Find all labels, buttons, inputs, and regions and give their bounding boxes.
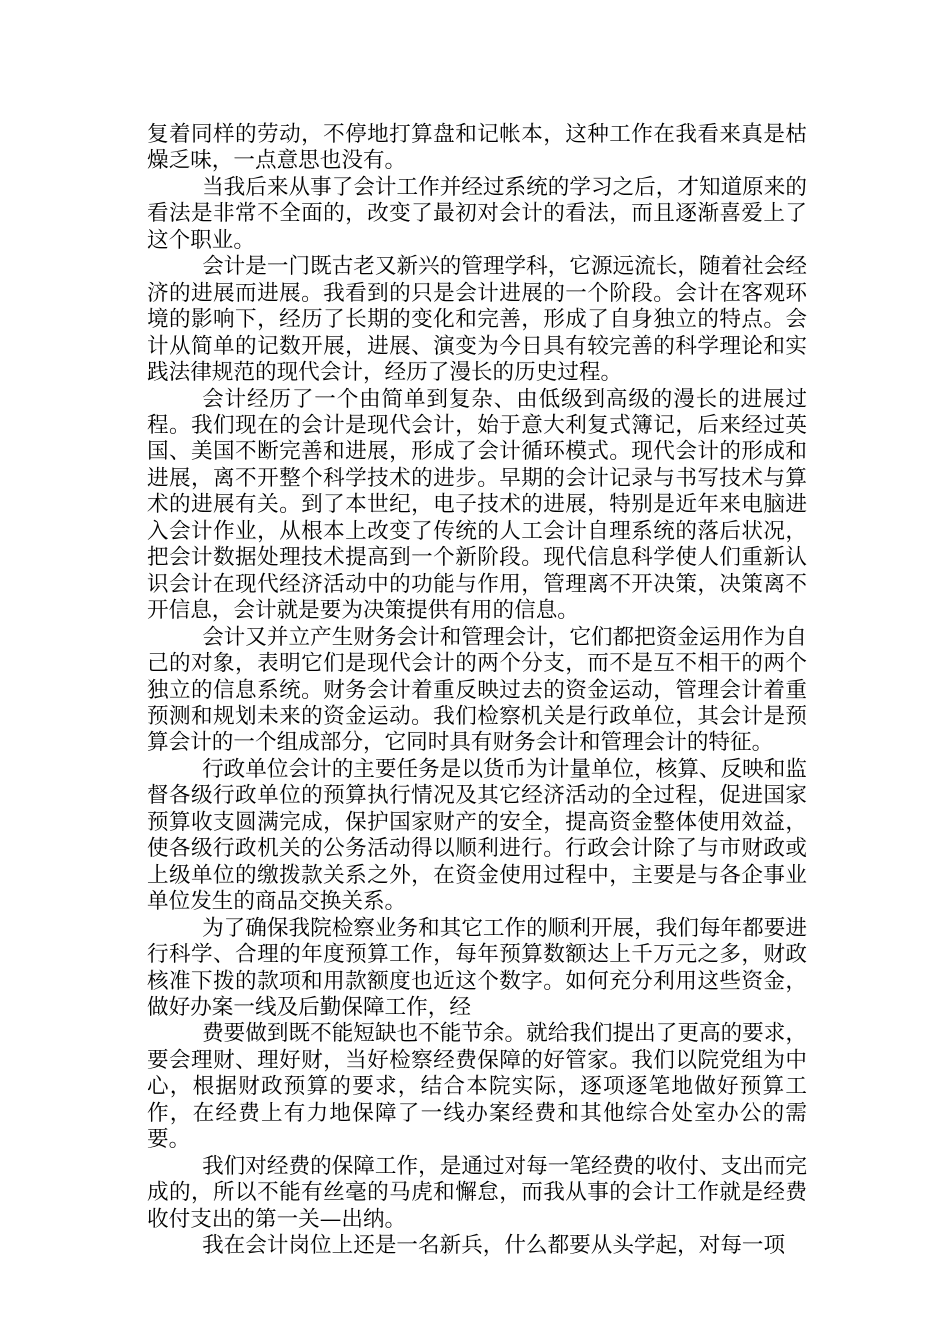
paragraph-6: 行政单位会计的主要任务是以货币为计量单位，核算、反映和监督各级行政单位的预算执行情况及其它经济活动的全过程，促进国家预算收支圆满完成，保护国家财产的安全，提高资金整体使用效益，使各级行政机关的公务活动得以顺利进行。行政会计除了与市财政或上级单位的缴拨款关系之外，在资金使用过程中，主要是与各企事业单位发生的商品交换关系。 <box>147 756 807 915</box>
paragraph-5: 会计又并立产生财务会计和管理会计，它们都把资金运用作为自己的对象，表明它们是现代会计的两个分支，而不是互不相干的两个独立的信息系统。财务会计着重反映过去的资金运动，管理会计着重预测和规划未来的资金运动。我们检察机关是行政单位，其会计是预算会计的一个组成部分，它同时具有财务会计和管理会计的特征。 <box>147 624 807 756</box>
paragraph-1: 复着同样的劳动，不停地打算盘和记帐本，这种工作在我看来真是枯燥乏味，一点意思也没有。 <box>147 122 807 174</box>
paragraph-9: 我们对经费的保障工作，是通过对每一笔经费的收付、支出而完成的，所以不能有丝毫的马虎和懈怠，而我从事的会计工作就是经费收付支出的第一关—出纳。 <box>147 1153 807 1232</box>
paragraph-8: 费要做到既不能短缺也不能节余。就给我们提出了更高的要求，要会理财、理好财，当好检察经费保障的好管家。我们以院党组为中心，根据财政预算的要求，结合本院实际，逐项逐笔地做好预算工作，在经费上有力地保障了一线办案经费和其他综合处室办公的需要。 <box>147 1021 807 1153</box>
paragraph-3: 会计是一门既古老又新兴的管理学科，它源远流长，随着社会经济的进展而进展。我看到的只是会计进展的一个阶段。会计在客观环境的影响下，经历了长期的变化和完善，形成了自身独立的特点。会计从简单的记数开展，进展、演变为今日具有较完善的科学理论和实践法律规范的现代会计，经历了漫长的历史过程。 <box>147 254 807 386</box>
paragraph-2: 当我后来从事了会计工作并经过系统的学习之后，才知道原来的看法是非常不全面的，改变了最初对会计的看法，而且逐渐喜爱上了这个职业。 <box>147 174 807 253</box>
paragraph-4: 会计经历了一个由简单到复杂、由低级到高级的漫长的进展过程。我们现在的会计是现代会计，始于意大利复式簿记，后来经过英国、美国不断完善和进展，形成了会计循环模式。现代会计的形成和进展，离不开整个科学技术的进步。早期的会计记录与书写技术与算术的进展有关。到了本世纪，电子技术的进展，特别是近年来电脑进入会计作业，从根本上改变了传统的人工会计自理系统的落后状况，把会计数据处理技术提高到一个新阶段。现代信息科学使人们重新认识会计在现代经济活动中的功能与作用，管理离不开决策，决策离不开信息，会计就是要为决策提供有用的信息。 <box>147 386 807 624</box>
paragraph-10: 我在会计岗位上还是一名新兵，什么都要从头学起，对每一项 <box>202 1233 786 1259</box>
paragraph-7: 为了确保我院检察业务和其它工作的顺利开展，我们每年都要进行科学、合理的年度预算工作，每年预算数额达上千万元之多，财政核准下拨的款项和用款额度也近这个数字。如何充分利用这些资金，做好办案一线及后勤保障工作，经 <box>147 915 807 1020</box>
document-body <box>147 122 807 1259</box>
